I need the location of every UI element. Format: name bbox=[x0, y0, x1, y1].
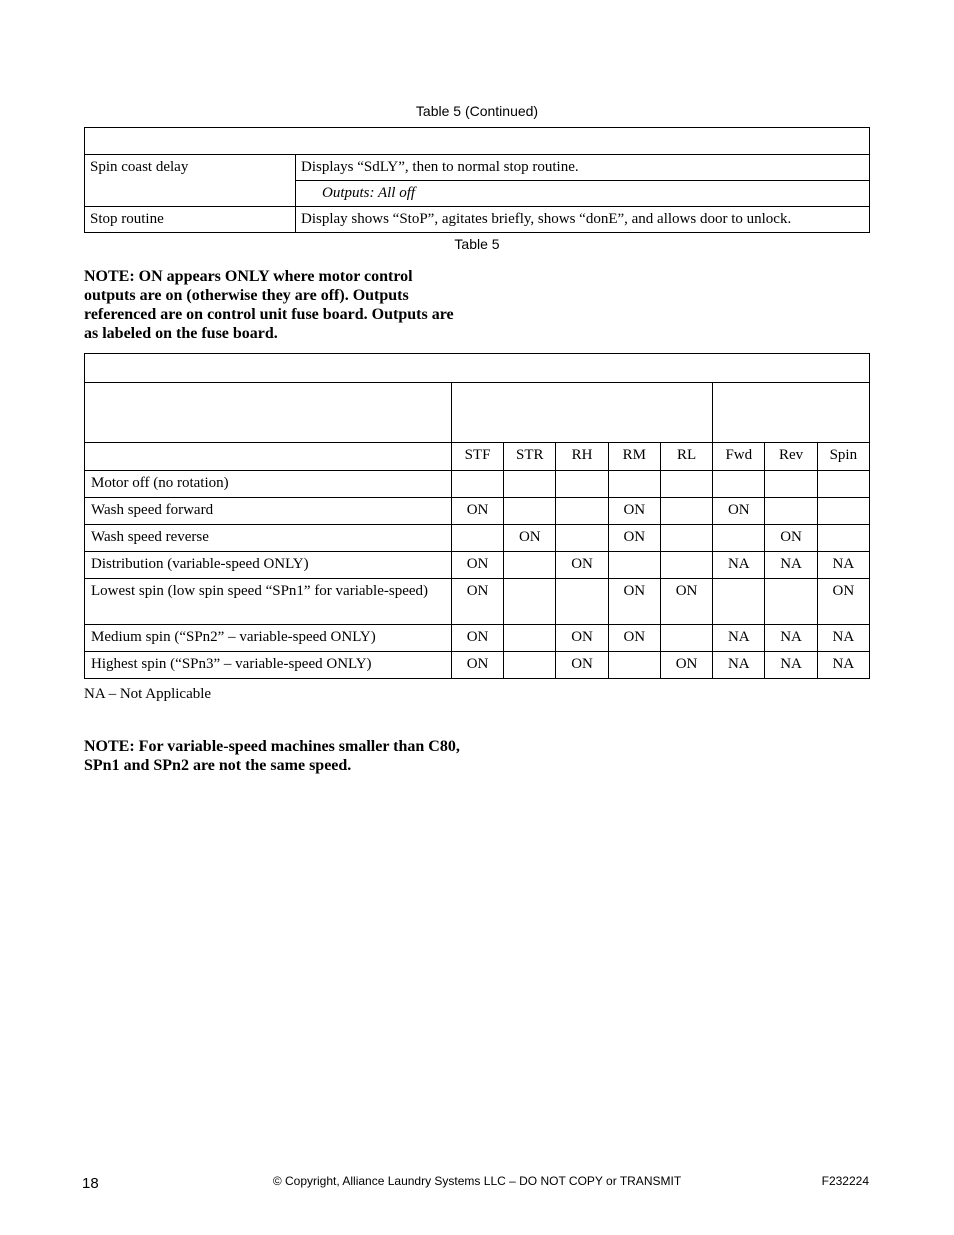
table-row bbox=[85, 207, 870, 233]
value-cell bbox=[504, 652, 556, 679]
table1-caption: Table 5 (Continued) bbox=[415, 103, 539, 119]
value-cell: ON bbox=[556, 625, 608, 652]
value-cell: ON bbox=[660, 652, 712, 679]
value-cell: ON bbox=[817, 579, 869, 625]
column-header-stf: STF bbox=[451, 443, 503, 471]
row-label: Motor off (no rotation) bbox=[85, 471, 452, 498]
column-header-rl: RL bbox=[660, 443, 712, 471]
value-cell: ON bbox=[713, 498, 765, 525]
value-cell bbox=[556, 471, 608, 498]
table-row bbox=[85, 625, 870, 652]
value-cell bbox=[451, 525, 503, 552]
description-cell: Displays “SdLY”, then to normal stop routine. bbox=[296, 155, 870, 181]
value-cell bbox=[451, 471, 503, 498]
value-cell bbox=[817, 471, 869, 498]
table-header-row bbox=[85, 128, 870, 155]
table-header-row bbox=[85, 443, 870, 471]
table-legend: NA – Not Applicable bbox=[84, 686, 212, 702]
value-cell: NA bbox=[713, 552, 765, 579]
table-row bbox=[85, 652, 870, 679]
value-cell bbox=[713, 579, 765, 625]
column-header-spin: Spin bbox=[817, 443, 869, 471]
row-label: Medium spin (“SPn2” – variable-speed ONLY) bbox=[85, 625, 452, 652]
table1-footer-caption: Table 5 bbox=[454, 236, 500, 252]
value-cell: NA bbox=[713, 652, 765, 679]
value-cell: ON bbox=[451, 579, 503, 625]
table-row bbox=[85, 155, 870, 181]
document-id: F232224 bbox=[821, 1174, 869, 1188]
value-cell bbox=[660, 498, 712, 525]
value-cell bbox=[556, 579, 608, 625]
value-cell: NA bbox=[817, 652, 869, 679]
value-cell: ON bbox=[608, 525, 660, 552]
row-label: Lowest spin (low spin speed “SPn1” for variable-speed) bbox=[85, 579, 452, 625]
row-label: Distribution (variable-speed ONLY) bbox=[85, 552, 452, 579]
value-cell bbox=[608, 652, 660, 679]
note-motor-outputs: NOTE: ON appears ONLY where motor control outputs are on (otherwise they are off). Outputs referenced are on control unit fuse board. Outputs are as labeled on the fuse board. bbox=[84, 268, 454, 342]
value-cell: NA bbox=[765, 652, 817, 679]
table-row bbox=[85, 552, 870, 579]
value-cell bbox=[504, 552, 556, 579]
value-cell bbox=[556, 498, 608, 525]
value-cell bbox=[817, 498, 869, 525]
copyright-notice: © Copyright, Alliance Laundry Systems LLC – DO NOT COPY or TRANSMIT bbox=[272, 1174, 682, 1188]
value-cell bbox=[504, 498, 556, 525]
row-label: Wash speed forward bbox=[85, 498, 452, 525]
value-cell: NA bbox=[817, 625, 869, 652]
value-cell bbox=[765, 471, 817, 498]
value-cell bbox=[504, 579, 556, 625]
table-row bbox=[85, 579, 870, 625]
value-cell bbox=[765, 579, 817, 625]
value-cell: ON bbox=[608, 579, 660, 625]
value-cell bbox=[817, 525, 869, 552]
page-number: 18 bbox=[82, 1175, 99, 1192]
column-header-fwd: Fwd bbox=[713, 443, 765, 471]
value-cell bbox=[608, 471, 660, 498]
value-cell bbox=[660, 625, 712, 652]
value-cell: NA bbox=[817, 552, 869, 579]
value-cell: ON bbox=[451, 498, 503, 525]
step-cell: Spin coast delay bbox=[85, 155, 296, 207]
value-cell bbox=[660, 525, 712, 552]
column-header-str: STR bbox=[504, 443, 556, 471]
value-cell: ON bbox=[556, 552, 608, 579]
outputs-cell: Outputs: All off bbox=[296, 181, 870, 207]
step-cell: Stop routine bbox=[85, 207, 296, 233]
value-cell: ON bbox=[765, 525, 817, 552]
value-cell: ON bbox=[451, 552, 503, 579]
value-cell: ON bbox=[451, 625, 503, 652]
value-cell bbox=[713, 471, 765, 498]
table-row bbox=[85, 471, 870, 498]
value-cell bbox=[765, 498, 817, 525]
value-cell: ON bbox=[608, 498, 660, 525]
value-cell bbox=[713, 525, 765, 552]
value-cell bbox=[660, 552, 712, 579]
table-row bbox=[85, 525, 870, 552]
value-cell: NA bbox=[713, 625, 765, 652]
value-cell: ON bbox=[660, 579, 712, 625]
table-row bbox=[85, 498, 870, 525]
value-cell bbox=[660, 471, 712, 498]
value-cell: ON bbox=[608, 625, 660, 652]
value-cell: ON bbox=[451, 652, 503, 679]
value-cell bbox=[608, 552, 660, 579]
column-header-rm: RM bbox=[608, 443, 660, 471]
value-cell: NA bbox=[765, 625, 817, 652]
table-group-row bbox=[85, 383, 870, 443]
value-cell: NA bbox=[765, 552, 817, 579]
column-header-rev: Rev bbox=[765, 443, 817, 471]
value-cell bbox=[556, 525, 608, 552]
row-label: Highest spin (“SPn3” – variable-speed ONLY) bbox=[85, 652, 452, 679]
cycle-steps-table bbox=[84, 127, 870, 233]
value-cell bbox=[504, 471, 556, 498]
value-cell: ON bbox=[504, 525, 556, 552]
value-cell bbox=[504, 625, 556, 652]
description-cell: Display shows “StoP”, agitates briefly, shows “donE”, and allows door to unlock. bbox=[296, 207, 870, 233]
table-title-row bbox=[85, 354, 870, 383]
column-header-rh: RH bbox=[556, 443, 608, 471]
value-cell: ON bbox=[556, 652, 608, 679]
motor-outputs-table bbox=[84, 353, 870, 679]
row-label: Wash speed reverse bbox=[85, 525, 452, 552]
note-variable-speed: NOTE: For variable-speed machines smaller than C80, SPn1 and SPn2 are not the same speed. bbox=[84, 738, 460, 774]
